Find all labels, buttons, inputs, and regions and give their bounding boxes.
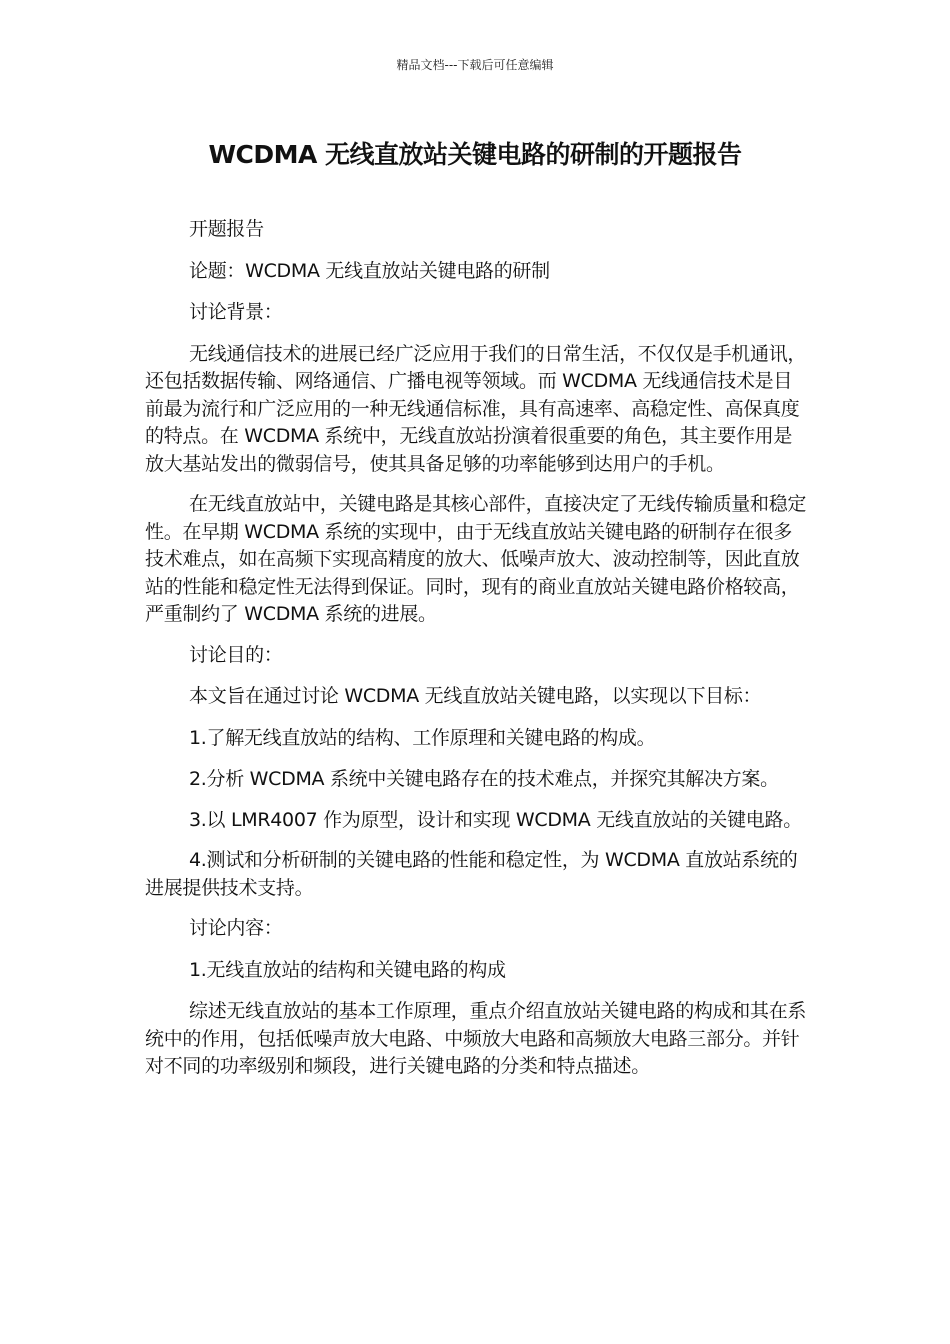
document-title: WCDMA 无线直放站关键电路的研制的开题报告: [208, 140, 742, 169]
list-item-goal-4: 4.测试和分析研制的关键电路的性能和稳定性，为 WCDMA 直放站系统的进展提供技术支持。: [145, 849, 798, 899]
list-item-goal-1: 1.了解无线直放站的结构、工作原理和关键电路的构成。: [189, 726, 656, 749]
paragraph-report-label: 开题报告: [189, 218, 264, 240]
heading-content: 讨论内容：: [189, 917, 283, 939]
paragraph-background-1: 无线通信技术的进展已经广泛应用于我们的日常生活，不仅仅是手机通讯，还包括数据传输、网络通信、广播电视等领域。而 WCDMA 无线通信技术是目前最为流行和广泛应用的一种无线通信标准，具有高速率、高稳定性、高保真度的特点。在 WCDMA 系统中，无线直放站扮演着很重要的角色，其主要作用是放大基站发出的微弱信号，使其具备足够的功率能够到达用户的手机。: [145, 342, 807, 475]
paragraph-topic: 论题：WCDMA 无线直放站关键电路的研制: [189, 259, 550, 282]
subheading-content-1: 1.无线直放站的结构和关键电路的构成: [189, 958, 506, 981]
list-item-goal-2: 2.分析 WCDMA 系统中关键电路存在的技术难点，并探究其解决方案。: [189, 768, 779, 790]
heading-purpose: 讨论目的：: [189, 643, 283, 666]
heading-background: 讨论背景：: [189, 301, 283, 323]
paragraph-purpose-intro: 本文旨在通过讨论 WCDMA 无线直放站关键电路，以实现以下目标：: [189, 685, 762, 707]
list-item-goal-3: 3.以 LMR4007 作为原型，设计和实现 WCDMA 无线直放站的关键电路。: [189, 808, 802, 831]
document-body: [145, 216, 809, 1094]
paragraph-background-2: 在无线直放站中，关键电路是其核心部件，直接决定了无线传输质量和稳定性。在早期 WCDMA 系统的实现中，由于无线直放站关键电路的研制存在很多技术难点，如在高频下实现高精度的放大、低噪声放大、波动控制等，因此直放站的性能和稳定性无法得到保证。同时，现有的商业直放站关键电路价格较高，严重制约了 WCDMA 系统的进展。: [145, 493, 807, 625]
header-note: 精品文档---下载后可任意编辑: [396, 58, 554, 72]
paragraph-content-1: 综述无线直放站的基本工作原理，重点介绍直放站关键电路的构成和其在系统中的作用，包括低噪声放大电路、中频放大电路和高频放大电路三部分。并针对不同的功率级别和频段，进行关键电路的分类和特点描述。: [145, 1000, 807, 1077]
